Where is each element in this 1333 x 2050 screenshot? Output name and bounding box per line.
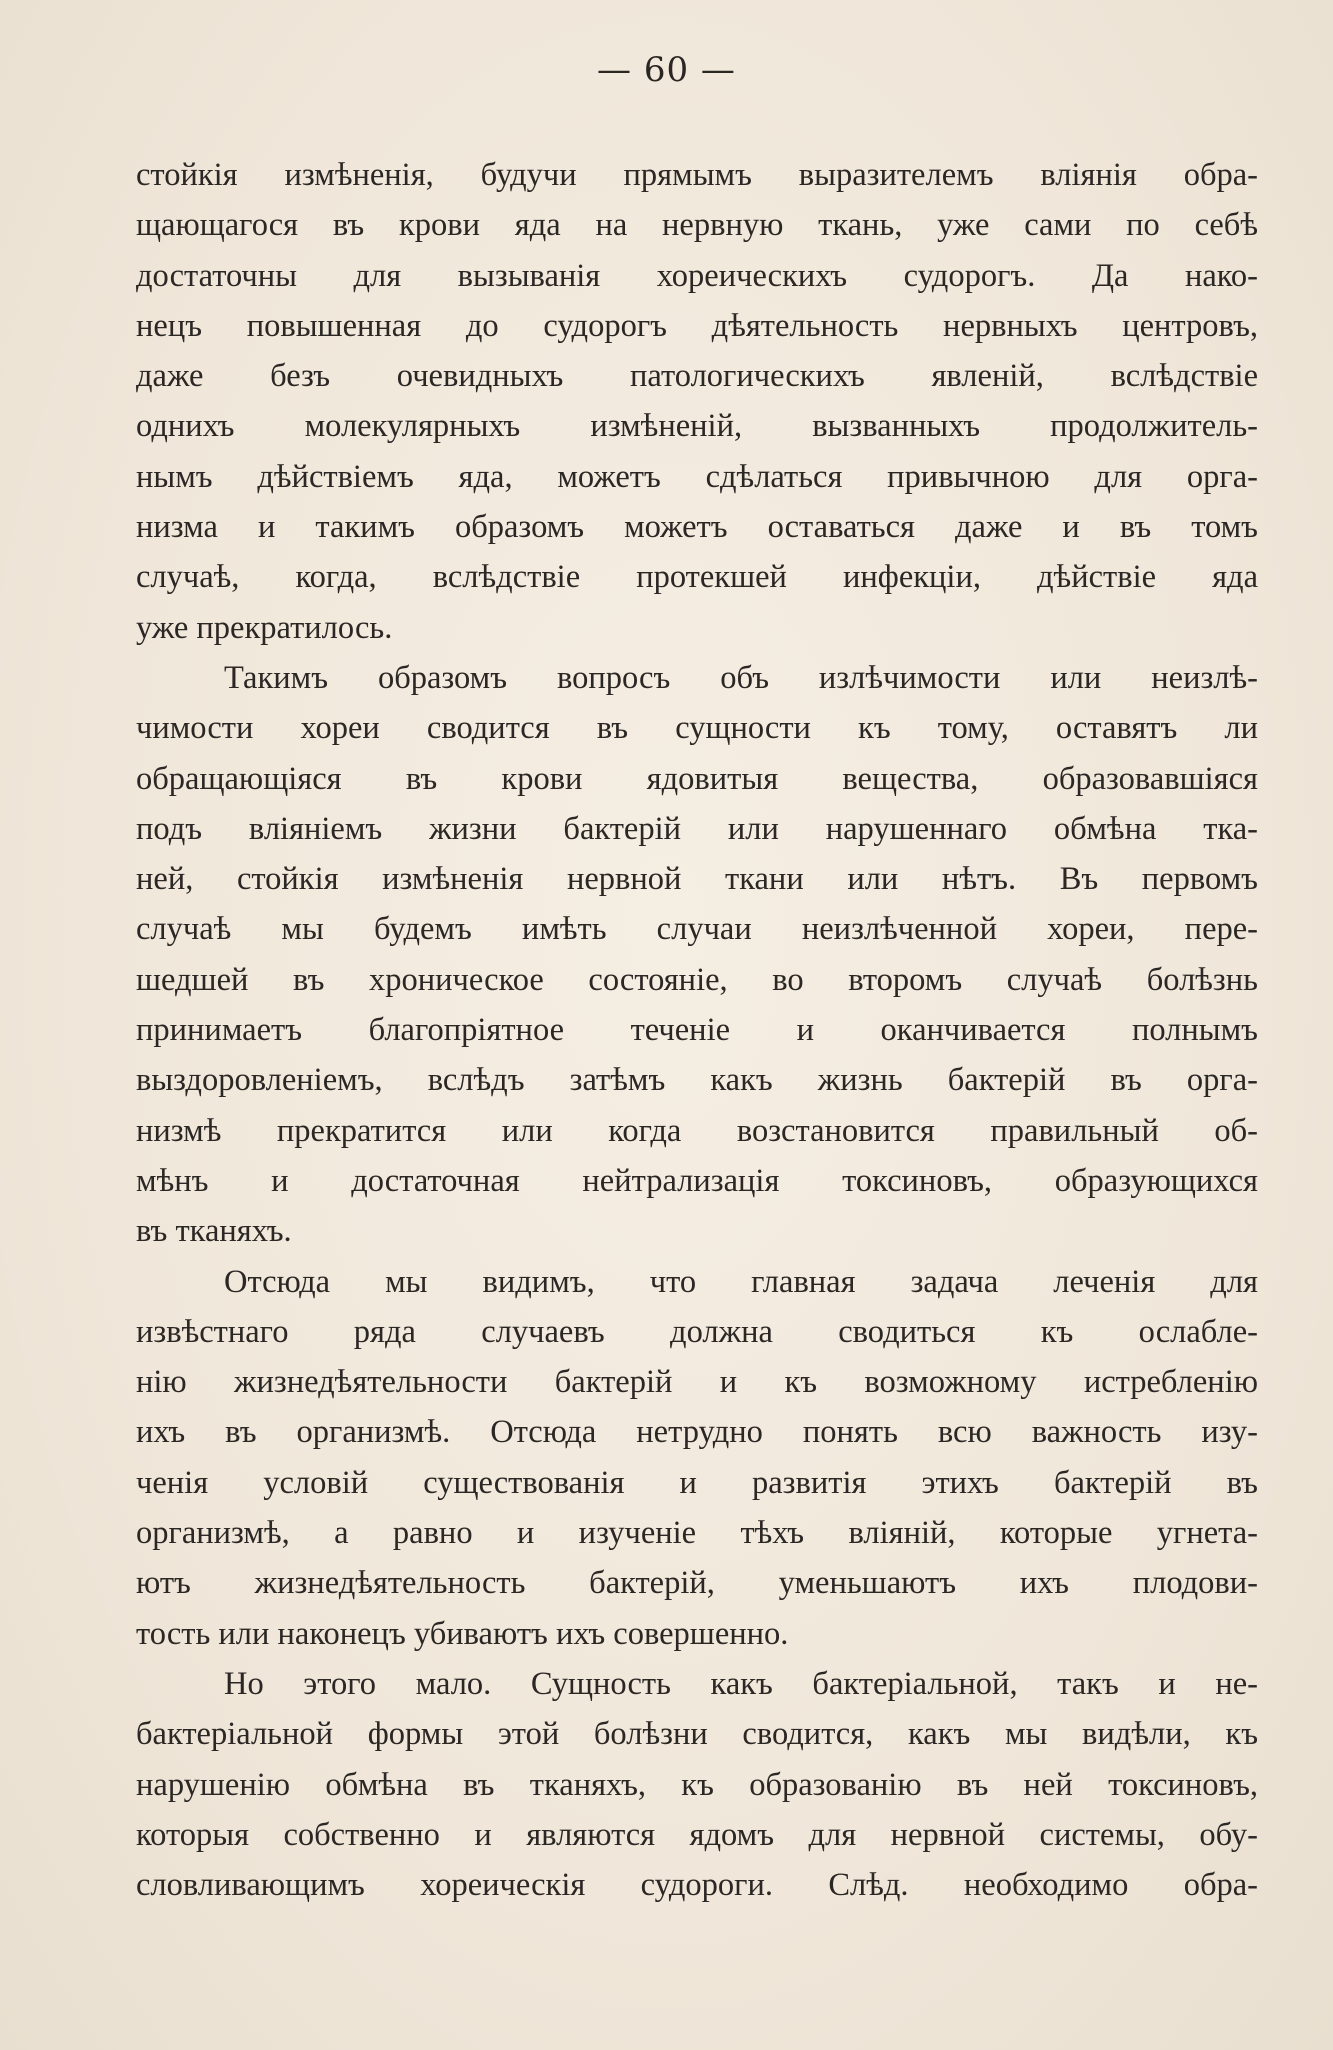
text-line: чимости хореи сводится въ сущности къ тому, оставятъ ли [136, 710, 1258, 747]
text-line: нецъ повышенная до судорогъ дѣятельность нервныхъ центровъ, [136, 307, 1258, 344]
text-line: стойкія измѣненія, будучи прямымъ выразителемъ вліянія обра- [136, 157, 1258, 193]
text-line: которыя собственно и являются ядомъ для нервной системы, обу- [136, 1816, 1258, 1853]
paragraph-3 [136, 1257, 1258, 1659]
text-line: случаѣ мы будемъ имѣть случаи неизлѣченной хореи, пере- [136, 911, 1258, 948]
text-line: достаточны для вызыванія хореическихъ судорогъ. Да нако- [136, 257, 1258, 294]
body-text [136, 150, 1258, 1910]
text-line: словливающимъ хореическія судороги. Слѣд. необходимо обра- [136, 1867, 1258, 1904]
text-line: ютъ жизнедѣятельность бактерій, уменьшаютъ ихъ плодови- [136, 1565, 1258, 1602]
text-line: обращающіяся въ крови ядовитыя вещества, образовавшіяся [136, 760, 1258, 797]
text-line: нымъ дѣйствіемъ яда, можетъ сдѣлаться привычною для орга- [136, 458, 1258, 495]
paragraph-2 [136, 653, 1258, 1257]
text-line: принимаетъ благопріятное теченіе и оканчивается полнымъ [136, 1012, 1258, 1049]
text-line: ихъ въ организмѣ. Отсюда нетрудно понять всю важность изу- [136, 1414, 1258, 1451]
text-line: однихъ молекулярныхъ измѣненій, вызванныхъ продолжитель- [136, 408, 1258, 445]
text-line: въ тканяхъ. [136, 1213, 292, 1250]
text-line: извѣстнаго ряда случаевъ должна сводиться къ ослабле- [136, 1313, 1258, 1350]
text-line: выздоровленіемъ, вслѣдъ затѣмъ какъ жизнь бактерій въ орга- [136, 1062, 1258, 1099]
text-line: уже прекратилось. [136, 609, 393, 646]
text-line: Отсюда мы видимъ, что главная задача леченія для [224, 1263, 1258, 1300]
text-line: мѣнъ и достаточная нейтрализація токсиновъ, образующихся [136, 1162, 1258, 1199]
page-number: — 60 — [597, 50, 736, 90]
text-line: даже безъ очевидныхъ патологическихъ явленій, вслѣдствіе [136, 358, 1258, 395]
text-line: Но этого мало. Сущность какъ бактеріальной, такъ и не- [224, 1665, 1258, 1702]
text-line: щающагося въ крови яда на нервную ткань, уже сами по себѣ [136, 207, 1258, 244]
text-line: шедшей въ хроническое состояніе, во второмъ случаѣ болѣзнь [136, 961, 1258, 998]
text-line: нію жизнедѣятельности бактерій и къ возможному истребленію [136, 1364, 1258, 1401]
text-line: случаѣ, когда, вслѣдствіе протекшей инфекціи, дѣйствіе яда [136, 559, 1258, 596]
text-line: низмѣ прекратится или когда возстановится правильный об- [136, 1112, 1258, 1149]
text-line: тость или наконецъ убиваютъ ихъ совершенно. [136, 1615, 789, 1652]
text-line: ней, стойкія измѣненія нервной ткани или нѣтъ. Въ первомъ [136, 861, 1258, 898]
text-line: нарушенію обмѣна въ тканяхъ, къ образованію въ ней токсиновъ, [136, 1766, 1258, 1803]
text-line: подъ вліяніемъ жизни бактерій или нарушеннаго обмѣна тка- [136, 810, 1258, 847]
paragraph-1 [136, 150, 1258, 653]
text-line: ченія условій существованія и развитія этихъ бактерій въ [136, 1464, 1258, 1501]
text-line: бактеріальной формы этой болѣзни сводится, какъ мы видѣли, къ [136, 1716, 1258, 1753]
paragraph-4 [136, 1659, 1258, 1910]
text-line: организмѣ, а равно и изученіе тѣхъ вліяній, которые угнета- [136, 1515, 1258, 1552]
text-line: низма и такимъ образомъ можетъ оставаться даже и въ томъ [136, 509, 1258, 546]
text-line: Такимъ образомъ вопросъ объ излѣчимости или неизлѣ- [224, 659, 1258, 696]
